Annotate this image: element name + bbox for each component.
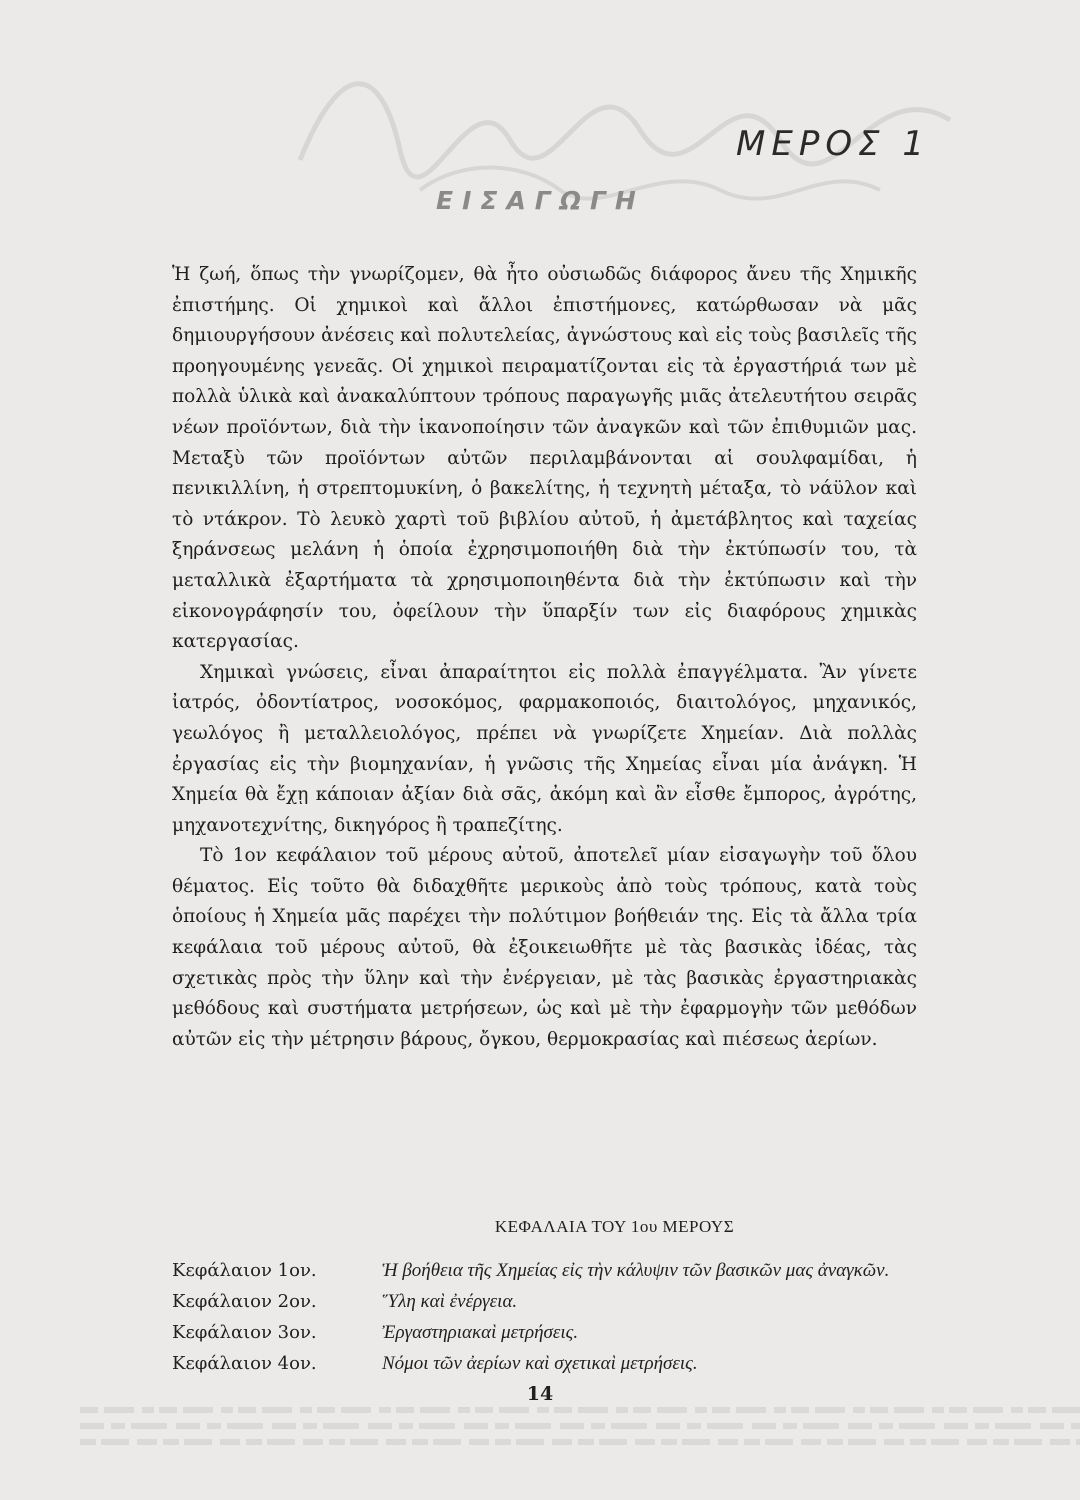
paragraph: Τὸ 1ον κεφάλαιον τοῦ μέρους αὐτοῦ, ἀποτελεῖ μίαν εἰσαγωγὴν τοῦ ὅλου θέματος. Εἰς τοῦτο θὰ διδαχθῆτε μερικοὺς ἀπὸ τοὺς τρόπους, κατὰ τοὺς ὁποίους ἡ Χημεία μᾶς παρέχει τὴν πολύτιμον βοήθειάν της. Εἰς τὰ ἄλλα τρία κεφάλαια τοῦ μέρους αὐτοῦ, θὰ ἐξοικειωθῆτε μὲ τὰς βασικὰς ἰδέας, τὰς σχετικὰς πρὸς τὴν ὕλην καὶ τὴν ἐνέργειαν, μὲ τὰς βασικὰς ἐργαστηριακὰς μεθόδους καὶ συστήματα μετρήσεων, ὡς καὶ μὲ τὴν ἐφαρμογὴν τῶν μεθόδων αὐτῶν εἰς τὴν μέτρησιν βάρους, ὄγκου, θερμοκρασίας καὶ πιέσεως ἀερίων. [172,845,917,1050]
chapter-title: Ἡ βοήθεια τῆς Χημείας εἰς τὴν κάλυψιν τῶν βασικῶν μας ἀναγκῶν. [382,1260,890,1281]
page-number: 14 [526,1383,554,1405]
chapter-row [172,1317,917,1348]
chapter-list [172,1255,917,1379]
body-text [172,260,917,1055]
chapter-label: Κεφάλαιον 4ον. [172,1353,317,1374]
chapter-row [172,1286,917,1317]
chapter-row [172,1255,917,1286]
chapter-title: Ὕλη καὶ ἐνέργεια. [382,1291,518,1312]
paragraph: Ἡ ζωή, ὅπως τὴν γνωρίζομεν, θὰ ἦτο οὐσιωδῶς διάφορος ἄνευ τῆς Χημικῆς ἐπιστήμης. Οἱ χημικοὶ καὶ ἄλλοι ἐπιστήμονες, κατώρθωσαν νὰ μᾶς δημιουργήσουν ἀνέσεις καὶ πολυτελείας, ἀγνώστους καὶ εἰς τοὺς βασιλεῖς τῆς προηγουμένης γενεᾶς. Οἱ χημικοὶ πειραματίζονται εἰς τὰ ἐργαστήριά των μὲ πολλὰ ὑλικὰ καὶ ἀνακαλύπτουν τρόπους παραγωγῆς μιᾶς ἀτελευτήτου σειρᾶς νέων προϊόντων, διὰ τὴν ἱκανοποίησιν τῶν ἀναγκῶν καὶ τῶν ἐπιθυμιῶν μας. Μεταξὺ τῶν προϊόντων αὐτῶν περιλαμβάνονται αἱ σουλφαμίδαι, ἡ πενικιλλίνη, ἡ στρεπτομυκίνη, ὁ βακελίτης, ἡ τεχνητὴ μέταξα, τὸ νάϋλον καὶ τὸ ντάκρον. Τὸ λευκὸ χαρτὶ τοῦ βιβλίου αὐτοῦ, ἡ ἀμετάβλητος καὶ ταχείας ξηράνσεως μελάνη ἡ ὁποία ἐχρησιμοποιήθη διὰ τὴν ἐκτύπωσίν του, τὰ μεταλλικὰ ἐξαρτήματα τὰ χρησιμοποιηθέντα διὰ τὴν ἐκτύπωσιν καὶ τὴν εἰκονογράφησίν του, ὀφείλουν τὴν ὕπαρξίν των εἰς διαφόρους χημικὰς κατεργασίας. [172,264,917,653]
part-label: ΜΕΡΟΣ 1 [736,124,931,164]
chapter-title: Νόμοι τῶν ἀερίων καὶ σχετικαὶ μετρήσεις. [382,1353,698,1374]
chapter-label: Κεφάλαιον 1ον. [172,1260,317,1281]
chapter-label: Κεφάλαιον 3ον. [172,1322,317,1343]
chapters-heading: ΚΕΦΑΛΑΙΑ ΤΟΥ 1ου ΜΕΡΟΥΣ [494,1217,735,1236]
paragraph: Χημικαὶ γνώσεις, εἶναι ἀπαραίτητοι εἰς πολλὰ ἐπαγγέλματα. Ἂν γίνετε ἰατρός, ὀδοντίατρος, νοσοκόμος, φαρμακοποιός, διαιτολόγος, μηχανικός, γεωλόγος ἢ μεταλλειολόγος, πρέπει νὰ γνωρίζετε Χημείαν. Διὰ πολλὰς ἐργασίας εἰς τὴν βιομηχανίαν, ἡ γνῶσις τῆς Χημείας εἶναι μία ἀνάγκη. Ἡ Χημεία θὰ ἔχῃ κάποιαν ἀξίαν διὰ σᾶς, ἀκόμη καὶ ἂν εἶσθε ἔμπορος, ἀγρότης, μηχανοτεχνίτης, δικηγόρος ἢ τραπεζίτης. [172,661,917,836]
section-title: ΕΙΣΑΓΩΓΗ [436,186,645,215]
chapter-title: Ἐργαστηριακαὶ μετρήσεις. [382,1322,579,1343]
bleed-through-text [80,1400,1080,1448]
chapter-row [172,1348,917,1379]
chapter-label: Κεφάλαιον 2ον. [172,1291,317,1312]
